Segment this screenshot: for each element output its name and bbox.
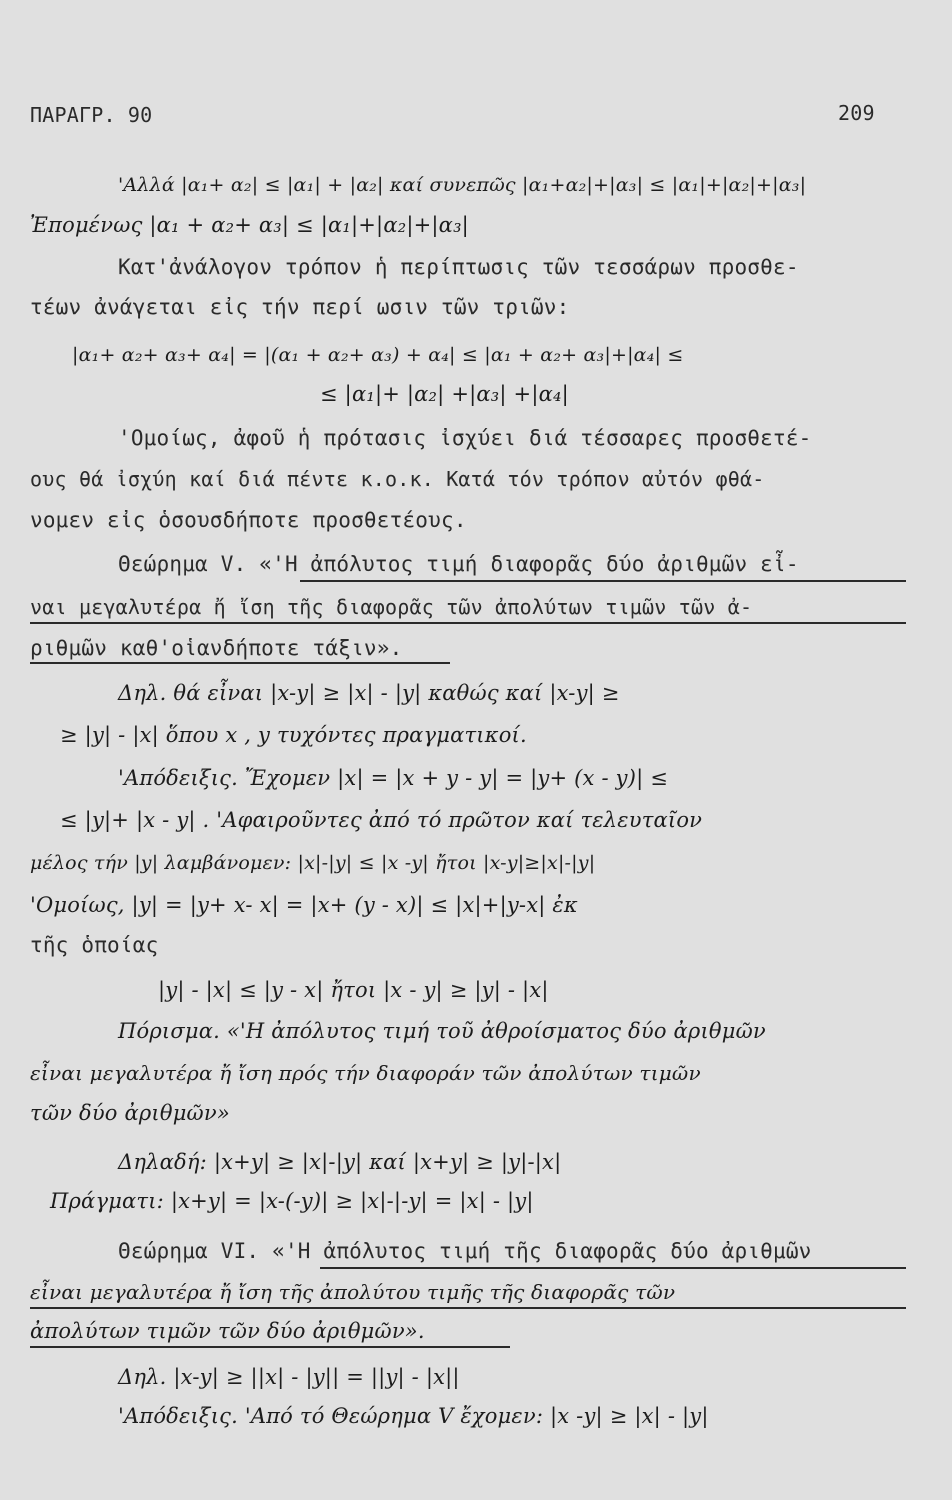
page-number: 209 (838, 101, 875, 125)
running-header-section: ΠΑΡΑΓΡ. 90 (30, 103, 153, 127)
underline (300, 580, 906, 582)
theorem-v-text: ναι μεγαλυτέρα ἤ ἴση τῆς διαφορᾶς τῶν ἀπολύτων τιμῶν τῶν ἀ- (30, 595, 753, 619)
text-line: τῆς ὁποίας (30, 933, 159, 957)
corollary-text: τῶν δύο ἀριθμῶν» (30, 1101, 230, 1125)
math-line: Δηλ. |x-y| ≥ ||x| - |y|| = ||y| - |x|| (118, 1365, 460, 1389)
theorem-vi-text: ἀπολύτων τιμῶν τῶν δύο ἀριθμῶν». (30, 1319, 425, 1343)
proof-line: μέλος τήν |y| λαμβάνομεν: |x|-|y| ≤ |x -y| ἤτοι |x-y|≥|x|-|y| (30, 852, 596, 874)
text-line: νομεν εἰς ὁσουσδήποτε προσθετέους. (30, 508, 467, 532)
math-line: ≤ |α₁|+ |α₂| +|α₃| +|α₄| (320, 382, 569, 406)
proof-line: 'Απόδειξις. Ἔχομεν |x| = |x + y - y| = |y+ (x - y)| ≤ (118, 766, 669, 790)
underline (30, 622, 906, 624)
theorem-v-heading: Θεώρημα V. «'Η ἀπόλυτος τιμή διαφορᾶς δύο ἀριθμῶν εἶ- (118, 552, 799, 576)
math-line: |α₁+ α₂+ α₃+ α₄| = |(α₁ + α₂+ α₃) + α₄| ≤ |α₁ + α₂+ α₃|+|α₄| ≤ (72, 344, 684, 366)
theorem-vi-text: εἶναι μεγαλυτέρα ἤ ἴση τῆς ἀπολύτου τιμῆς τῆς διαφορᾶς τῶν (30, 1280, 676, 1304)
text-line: 'Αλλά |α₁+ α₂| ≤ |α₁| + |α₂| καί συνεπῶς |α₁+α₂|+|α₃| ≤ |α₁|+|α₂|+|α₃| (118, 174, 807, 196)
underline (30, 1346, 510, 1348)
math-line: Πράγματι: |x+y| = |x-(-y)| ≥ |x|-|-y| = |x| - |y| (50, 1189, 534, 1213)
text-line: τέων ἀνάγεται εἰς τήν περί ωσιν τῶν τριῶν: (30, 295, 570, 319)
text-line: 'Ομοίως, ἀφοῦ ἡ πρότασις ἰσχύει διά τέσσαρες προσθετέ- (118, 426, 812, 450)
math-line: Δηλαδή: |x+y| ≥ |x|-|y| καί |x+y| ≥ |y|-|x| (118, 1150, 562, 1174)
proof-line: 'Ομοίως, |y| = |y+ x- x| = |x+ (y - x)| ≤ |x|+|y-x| ἐκ (30, 893, 578, 917)
theorem-v-text: ριθμῶν καθ'οἱανδήποτε τάξιν». (30, 636, 403, 660)
theorem-vi-heading: Θεώρημα VI. «'Η ἀπόλυτος τιμή τῆς διαφορᾶς δύο ἀριθμῶν (118, 1239, 812, 1263)
text-line: Κατ'ἀνάλογον τρόπον ἡ περίπτωσις τῶν τεσσάρων προσθε- (118, 255, 799, 279)
text-line: ους θά ἰσχύη καί διά πέντε κ.ο.κ. Κατά τόν τρόπον αὐτόν φθά- (30, 467, 765, 491)
corollary-heading: Πόρισμα. «'Η ἀπόλυτος τιμή τοῦ ἀθροίσματος δύο ἀριθμῶν (118, 1019, 766, 1043)
proof-line: 'Απόδειξις. 'Από τό Θεώρημα V ἔχομεν: |x -y| ≥ |x| - |y| (118, 1404, 709, 1428)
underline (30, 662, 450, 664)
text-line: Ἐπομένως |α₁ + α₂+ α₃| ≤ |α₁|+|α₂|+|α₃| (30, 213, 469, 237)
corollary-text: εἶναι μεγαλυτέρα ἤ ἴση πρός τήν διαφοράν τῶν ἀπολύτων τιμῶν (30, 1061, 701, 1085)
math-line: ≥ |y| - |x| ὅπου x , y τυχόντες πραγματικοί. (60, 723, 527, 747)
underline (320, 1267, 906, 1269)
math-line: |y| - |x| ≤ |y - x| ἤτοι |x - y| ≥ |y| - |x| (158, 978, 549, 1002)
math-line: Δηλ. θά εἶναι |x-y| ≥ |x| - |y| καθώς καί |x-y| ≥ (118, 681, 620, 705)
underline (30, 1307, 906, 1309)
proof-line: ≤ |y|+ |x - y| . 'Αφαιροῦντες ἀπό τό πρῶτον καί τελευταῖον (60, 808, 703, 832)
